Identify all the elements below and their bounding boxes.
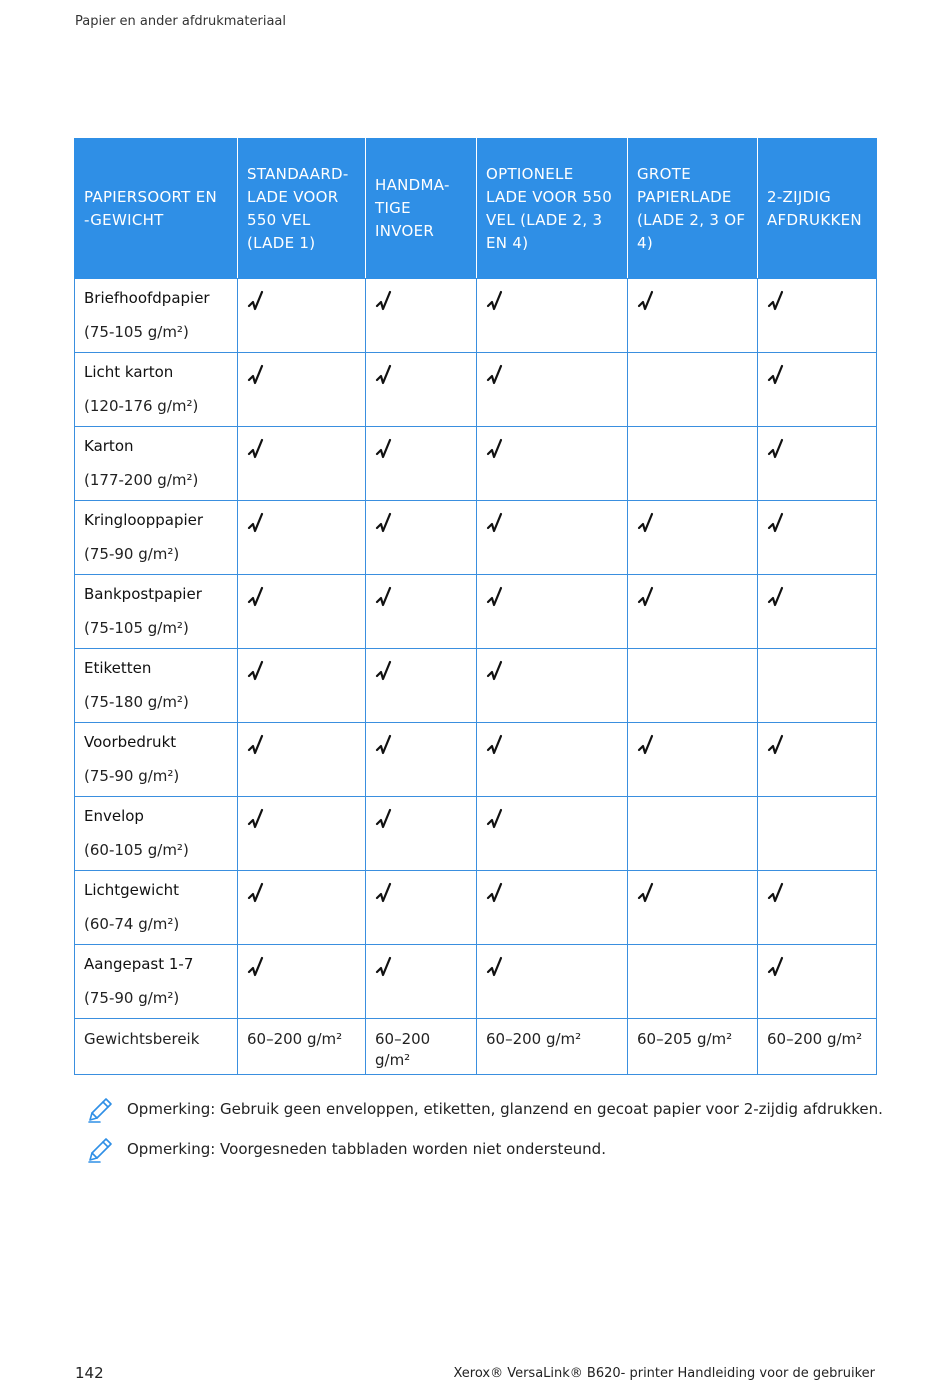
paper-support-table (74, 138, 877, 1075)
support-cell (477, 649, 628, 723)
checkmark-icon (247, 732, 265, 760)
paper-type-name: Briefhoofdpapier (84, 289, 210, 307)
checkmark-icon (486, 658, 504, 686)
support-cell (238, 353, 366, 427)
checkmark-icon (767, 510, 785, 538)
checkmark-icon (767, 954, 785, 982)
support-cell (628, 575, 758, 649)
table-row (75, 353, 877, 427)
paper-type-weight: (177-200 g/m²) (84, 471, 199, 489)
weight-range-label: Gewichtsbereik (75, 1019, 238, 1075)
support-cell (758, 575, 877, 649)
checkmark-icon (486, 732, 504, 760)
support-cell (628, 501, 758, 575)
checkmark-icon (637, 288, 655, 316)
checkmark-icon (486, 510, 504, 538)
support-cell (758, 945, 877, 1019)
paper-type-cell (75, 353, 238, 427)
support-cell (477, 279, 628, 353)
checkmark-icon (247, 954, 265, 982)
paper-type-name: Licht karton (84, 363, 174, 381)
support-cell (238, 649, 366, 723)
checkmark-icon (375, 954, 393, 982)
support-cell (758, 501, 877, 575)
support-cell (628, 945, 758, 1019)
paper-type-cell (75, 723, 238, 797)
checkmark-icon (486, 584, 504, 612)
support-cell (238, 871, 366, 945)
support-cell (758, 723, 877, 797)
weight-range-cell: 60–205 g/m² (628, 1019, 758, 1075)
support-cell (477, 575, 628, 649)
checkmark-icon (767, 880, 785, 908)
support-cell (366, 797, 477, 871)
paper-type-weight: (60-74 g/m²) (84, 915, 180, 933)
support-cell (758, 797, 877, 871)
support-cell (238, 723, 366, 797)
checkmark-icon (486, 362, 504, 390)
checkmark-icon (247, 584, 265, 612)
weight-range-row (75, 1019, 877, 1075)
support-cell (366, 871, 477, 945)
checkmark-icon (375, 658, 393, 686)
page-number: 142 (75, 1364, 104, 1382)
paper-type-cell (75, 501, 238, 575)
support-cell (628, 797, 758, 871)
checkmark-icon (375, 732, 393, 760)
checkmark-icon (247, 658, 265, 686)
table-row (75, 427, 877, 501)
paper-type-name: Kringlooppapier (84, 511, 204, 529)
table-row (75, 649, 877, 723)
checkmark-icon (767, 732, 785, 760)
support-cell (477, 871, 628, 945)
checkmark-icon (637, 584, 655, 612)
support-cell (628, 871, 758, 945)
column-header-standard-tray: STANDAARD-LADE VOOR 550 VEL (LADE 1) (238, 139, 366, 279)
checkmark-icon (375, 806, 393, 834)
checkmark-icon (375, 510, 393, 538)
table-row (75, 723, 877, 797)
table-row (75, 797, 877, 871)
note-pencil-icon (86, 1136, 114, 1164)
support-cell (628, 427, 758, 501)
column-header-paper-type: PAPIERSOORT EN -GEWICHT (75, 139, 238, 279)
note-pencil-icon (86, 1096, 114, 1124)
checkmark-icon (767, 288, 785, 316)
support-cell (366, 501, 477, 575)
paper-type-weight: (75-90 g/m²) (84, 545, 180, 563)
paper-type-weight: (120-176 g/m²) (84, 397, 199, 415)
paper-type-cell (75, 427, 238, 501)
checkmark-icon (247, 362, 265, 390)
note-text: Opmerking: Voorgesneden tabbladen worden niet ondersteund. (127, 1140, 606, 1158)
support-cell (628, 723, 758, 797)
checkmark-icon (247, 288, 265, 316)
checkmark-icon (637, 510, 655, 538)
support-cell (628, 279, 758, 353)
column-header-bypass-tray: HANDMA-TIGE INVOER (366, 139, 477, 279)
support-cell (758, 649, 877, 723)
checkmark-icon (375, 362, 393, 390)
column-header-optional-tray: OPTIONELE LADE VOOR 550 VEL (LADE 2, 3 EN 4) (477, 139, 628, 279)
weight-range-cell: 60–200 g/m² (758, 1019, 877, 1075)
checkmark-icon (247, 880, 265, 908)
paper-type-name: Bankpostpapier (84, 585, 202, 603)
checkmark-icon (637, 732, 655, 760)
checkmark-icon (767, 362, 785, 390)
weight-range-cell: 60–200 g/m² (366, 1019, 477, 1075)
support-cell (477, 353, 628, 427)
paper-type-name: Voorbedrukt (84, 733, 177, 751)
table-row (75, 945, 877, 1019)
paper-type-cell (75, 945, 238, 1019)
support-cell (628, 353, 758, 427)
table-header-row (75, 139, 877, 279)
support-cell (366, 723, 477, 797)
support-cell (238, 575, 366, 649)
paper-type-weight: (75-105 g/m²) (84, 619, 189, 637)
support-cell (238, 797, 366, 871)
support-cell (366, 427, 477, 501)
paper-type-cell (75, 649, 238, 723)
paper-type-cell (75, 575, 238, 649)
support-cell (366, 945, 477, 1019)
checkmark-icon (486, 954, 504, 982)
support-cell (477, 501, 628, 575)
support-cell (628, 649, 758, 723)
paper-type-name: Karton (84, 437, 134, 455)
checkmark-icon (486, 880, 504, 908)
checkmark-icon (486, 288, 504, 316)
support-cell (758, 871, 877, 945)
support-cell (477, 723, 628, 797)
paper-type-name: Etiketten (84, 659, 152, 677)
table-row (75, 501, 877, 575)
running-footer: Xerox® VersaLink® B620- printer Handleiding voor de gebruiker (453, 1366, 875, 1381)
paper-type-weight: (75-90 g/m²) (84, 767, 180, 785)
column-header-high-capacity-tray: GROTE PAPIERLADE (LADE 2, 3 OF 4) (628, 139, 758, 279)
support-cell (366, 575, 477, 649)
paper-type-cell (75, 797, 238, 871)
checkmark-icon (767, 584, 785, 612)
paper-type-name: Envelop (84, 807, 144, 825)
table-row (75, 575, 877, 649)
support-cell (477, 945, 628, 1019)
paper-type-weight: (75-105 g/m²) (84, 323, 189, 341)
table-row (75, 279, 877, 353)
paper-type-cell (75, 279, 238, 353)
support-cell (366, 649, 477, 723)
support-cell (366, 279, 477, 353)
support-cell (758, 427, 877, 501)
support-cell (238, 427, 366, 501)
support-cell (477, 797, 628, 871)
paper-type-name: Lichtgewicht (84, 881, 179, 899)
column-header-two-sided: 2-ZIJDIG AFDRUKKEN (758, 139, 877, 279)
checkmark-icon (486, 436, 504, 464)
paper-type-weight: (75-90 g/m²) (84, 989, 180, 1007)
checkmark-icon (247, 806, 265, 834)
checkmark-icon (637, 880, 655, 908)
support-cell (238, 501, 366, 575)
checkmark-icon (375, 584, 393, 612)
weight-range-cell: 60–200 g/m² (238, 1019, 366, 1075)
checkmark-icon (247, 510, 265, 538)
checkmark-icon (375, 436, 393, 464)
paper-type-weight: (75-180 g/m²) (84, 693, 189, 711)
checkmark-icon (375, 288, 393, 316)
checkmark-icon (375, 880, 393, 908)
support-cell (366, 353, 477, 427)
support-cell (238, 279, 366, 353)
weight-range-cell: 60–200 g/m² (477, 1019, 628, 1075)
support-cell (758, 353, 877, 427)
paper-type-cell (75, 871, 238, 945)
checkmark-icon (247, 436, 265, 464)
support-cell (238, 945, 366, 1019)
paper-type-weight: (60-105 g/m²) (84, 841, 189, 859)
note-text: Opmerking: Gebruik geen enveloppen, etiketten, glanzend en gecoat papier voor 2-zijdig afdrukken. (127, 1100, 883, 1118)
checkmark-icon (486, 806, 504, 834)
support-cell (477, 427, 628, 501)
running-header: Papier en ander afdrukmateriaal (75, 14, 286, 29)
paper-type-name: Aangepast 1-7 (84, 955, 194, 973)
checkmark-icon (767, 436, 785, 464)
table-row (75, 871, 877, 945)
support-cell (758, 279, 877, 353)
